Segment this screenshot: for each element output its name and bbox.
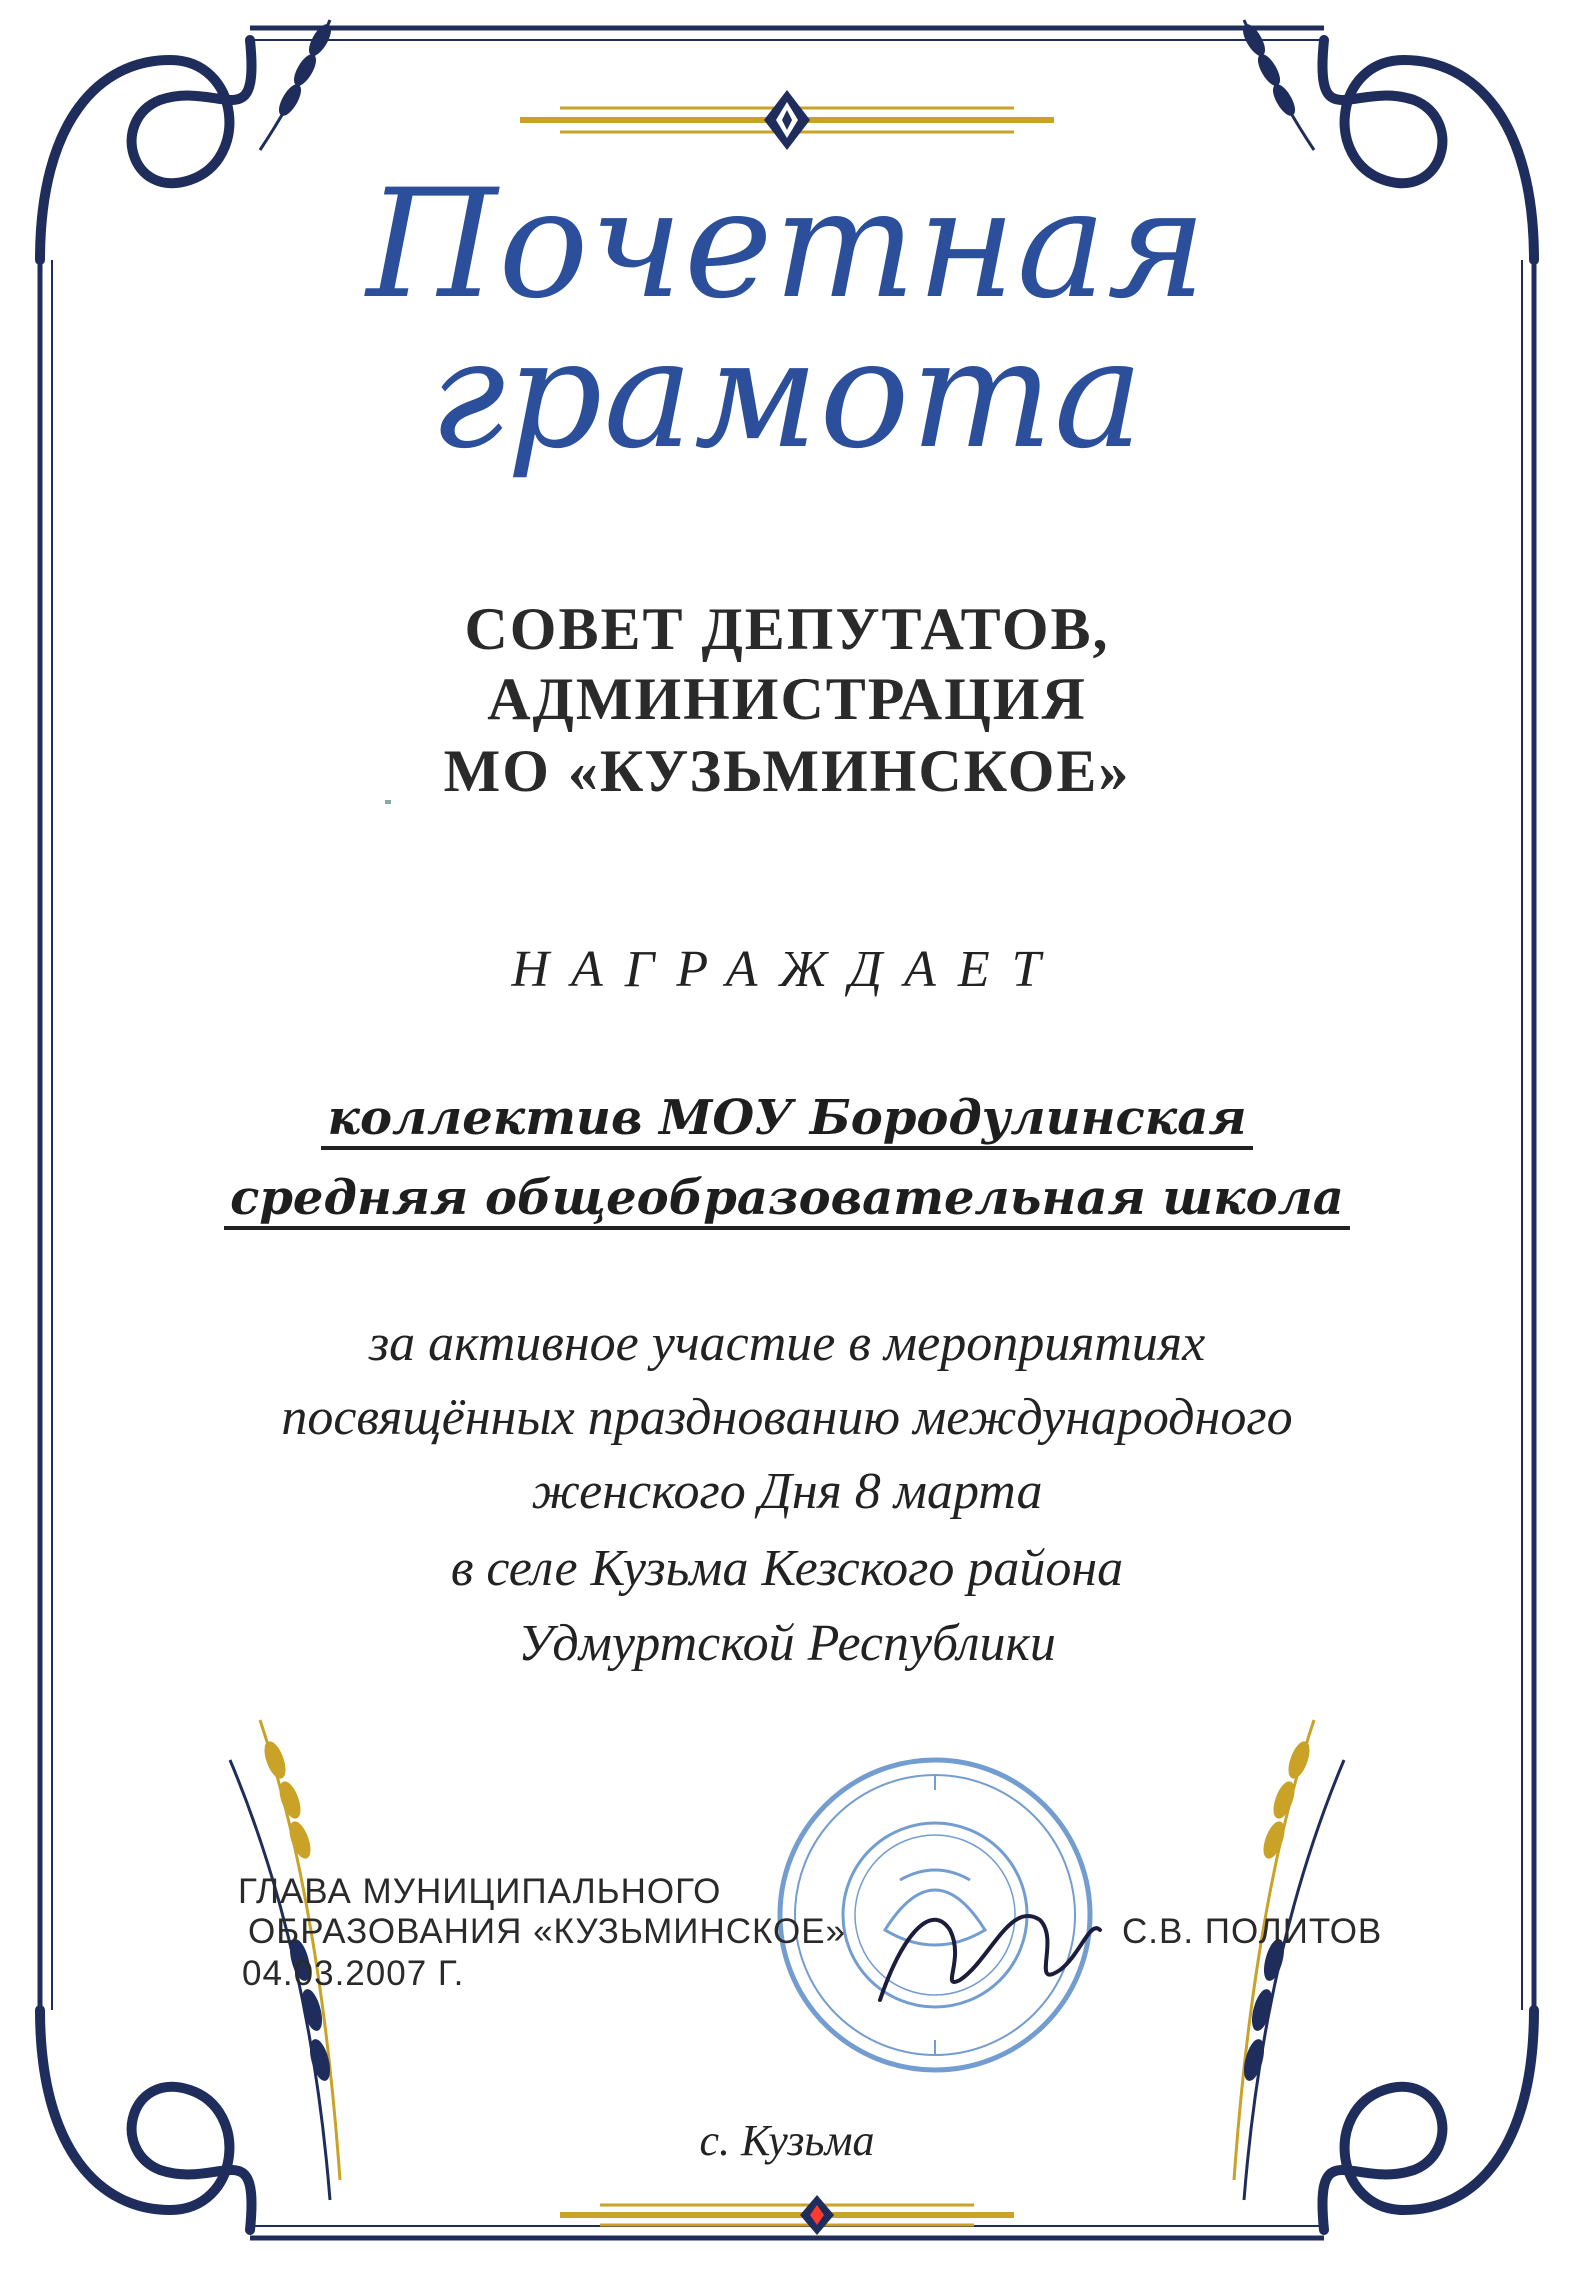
certificate-title-line1: Почетная xyxy=(366,158,1208,332)
reason-line: Удмуртской Республики xyxy=(518,1615,1056,1672)
recipient-line xyxy=(0,1170,1574,1226)
signatory-title-line2: ОБРАЗОВАНИЯ «КУЗЬМИНСКОЕ» xyxy=(248,1912,847,1951)
issuer-line: СОВЕТ ДЕПУТАТОВ, xyxy=(464,596,1110,662)
reason-line: в селе Кузьма Кезского района xyxy=(450,1540,1124,1597)
bottom-diamond-ornament xyxy=(560,2195,1014,2235)
place-of-issue: с. Кузьма xyxy=(699,2116,875,2165)
reason-line: за активное участие в мероприятиях xyxy=(368,1315,1206,1372)
signatory-title-line1: ГЛАВА МУНИЦИПАЛЬНОГО xyxy=(238,1872,722,1911)
awards-heading: НАГРАЖДАЕТ xyxy=(511,941,1063,998)
reason-line: посвящённых празднованию международного xyxy=(281,1389,1293,1446)
issuer-line: МО «КУЗЬМИНСКОЕ» xyxy=(443,738,1131,804)
certificate-title-line2: грамота xyxy=(429,308,1145,482)
scan-speck xyxy=(385,800,391,804)
signatory-name: С.В. ПОЛИТОВ xyxy=(1122,1912,1383,1951)
recipient-line xyxy=(0,1090,1574,1146)
reason-line: женского Дня 8 марта xyxy=(531,1463,1043,1520)
recipient-text: средняя общеобразовательная школа xyxy=(224,1170,1350,1230)
recipient-text: коллектив МОУ Бородулинская xyxy=(321,1090,1252,1150)
top-diamond-ornament xyxy=(520,90,1054,150)
issuer-line: АДМИНИСТРАЦИЯ xyxy=(487,666,1087,732)
issue-date: 04.03.2007 Г. xyxy=(242,1954,465,1993)
